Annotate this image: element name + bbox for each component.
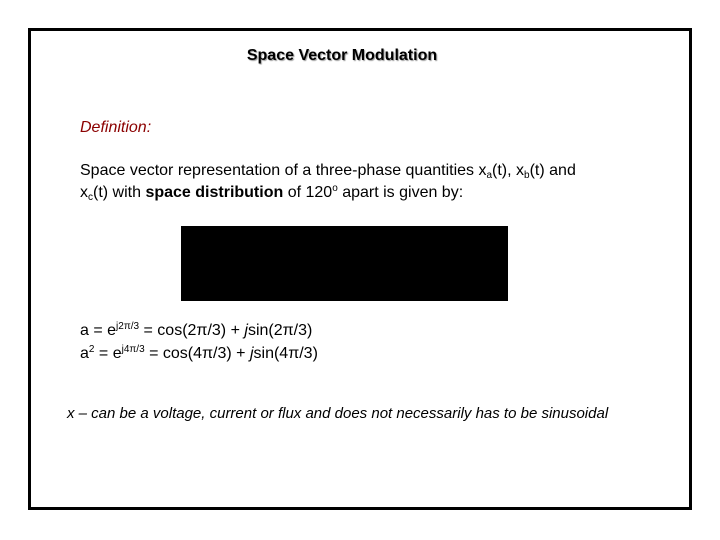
slide-title: Space Vector Modulation	[246, 47, 438, 64]
eq1-rhs-a: = cos(2π/3) +	[139, 322, 245, 339]
formula-image	[181, 226, 508, 301]
line2-prefix: x	[80, 184, 88, 201]
eq2-base: a	[80, 345, 89, 362]
line2-after-bold: of 120	[283, 184, 333, 201]
degree-superscript: o	[332, 183, 338, 194]
eq2-square: 2	[88, 344, 95, 355]
eq1-j: j	[244, 322, 248, 339]
eq2-exponent: j4π/3	[121, 344, 145, 355]
definition-text	[80, 160, 680, 204]
eq2-rhs-b: sin(4π/3)	[253, 345, 318, 362]
eq2-eq: = e	[94, 345, 122, 362]
footnote: x – can be a voltage, current or flux and does not necessarily has to be sinusoidal	[67, 405, 609, 422]
eq1-lhs: a = e	[80, 322, 117, 339]
subscript-a: a	[486, 170, 493, 181]
subscript-b: b	[524, 170, 530, 181]
definition-label: Definition:	[80, 119, 152, 136]
line1-mid: (t), x	[492, 162, 525, 179]
bold-phrase: space distribution	[145, 184, 284, 201]
eq2-j: j	[249, 345, 254, 362]
line1-suffix: (t) and	[529, 162, 576, 179]
line1-prefix: Space vector representation of a three-phase quantities x	[80, 162, 487, 179]
equation-a	[80, 322, 312, 340]
eq1-rhs-b: sin(2π/3)	[247, 322, 313, 339]
equation-a-squared	[80, 345, 318, 363]
eq1-exponent: j2π/3	[116, 321, 140, 332]
line2-suffix: apart is given by:	[337, 184, 464, 201]
subscript-c: c	[88, 192, 93, 203]
line2-mid: (t) with	[93, 184, 146, 201]
eq2-rhs-a: = cos(4π/3) +	[144, 345, 250, 362]
